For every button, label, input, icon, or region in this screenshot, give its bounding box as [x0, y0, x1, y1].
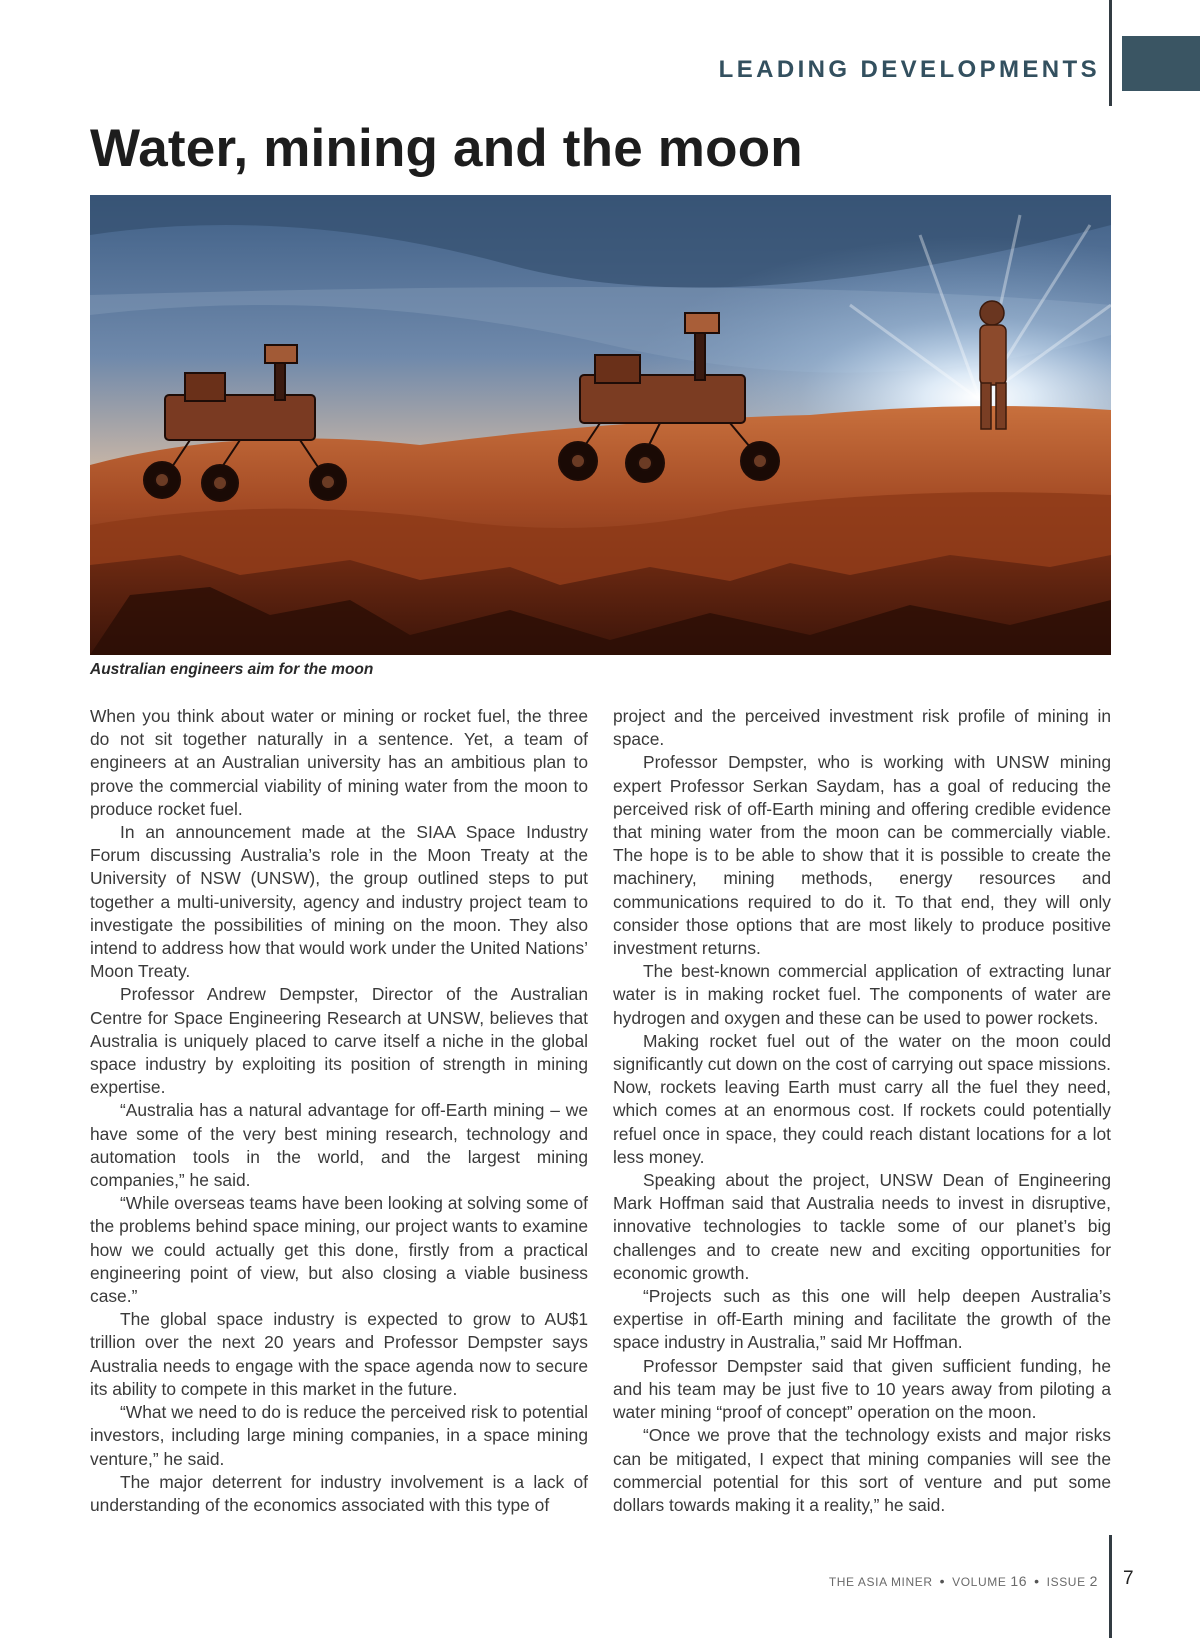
section-label: LEADING DEVELOPMENTS — [718, 56, 1100, 83]
header-vertical-rule — [1109, 0, 1112, 106]
paragraph: In an announcement made at the SIAA Space Industry Forum discussing Australia’s role in the Moon Treaty at the University of NSW (UNSW), the group outlined steps to put together a multi-university, agency and industry project team to investigate the possibilities of mining on the moon. They also intend to address how that would work under the United Nations’ Moon Treaty. — [90, 822, 588, 982]
bullet-separator: • — [1034, 1573, 1040, 1589]
bullet-separator: • — [939, 1573, 946, 1589]
footer-vertical-rule — [1109, 1535, 1112, 1638]
paragraph: Professor Dempster said that given sufficient funding, he and his team may be just five to 10 years away from piloting a water mining “proof of concept” operation on the moon. — [613, 1355, 1111, 1423]
paragraph: “Once we prove that the technology exists and major risks can be mitigated, I expect that mining companies will see the commercial potential for this sort of venture and put some dollars towards making it a reality,” he said. — [613, 1425, 1111, 1515]
page-number: 7 — [1123, 1568, 1134, 1589]
hero-image — [90, 195, 1111, 655]
article-title: Water, mining and the moon — [90, 119, 803, 178]
paragraph: The global space industry is expected to grow to AU$1 trillion over the next 20 years and Professor Dempster says Australia needs to engage with the space agenda now to secure its ability to compete in this market in the future. — [90, 1309, 588, 1399]
rovers-on-mars-illustration — [90, 195, 1111, 655]
paragraph: project and the perceived investment risk profile of mining in space. — [613, 706, 1111, 750]
paragraph: The major deterrent for industry involvement is a lack of understanding of the economics associated with this type of — [90, 1471, 588, 1515]
footer-publication-info — [829, 1573, 1098, 1589]
article-column-right — [613, 705, 1111, 1517]
paragraph: When you think about water or mining or rocket fuel, the three do not sit together naturally in a sentence. Yet, a team of engineers at an Australian university has an ambitious plan to prove the commercial viability of mining water from the moon to produce rocket fuel. — [90, 706, 588, 819]
publication-name: THE ASIA MINER — [828, 1575, 933, 1589]
volume-number: 16 — [1010, 1573, 1028, 1589]
paragraph: Making rocket fuel out of the water on the moon could significantly cut down on the cost of carrying out space missions. Now, rockets leaving Earth must carry all the fuel they need, which comes at an enormous cost. If rockets could potentially refuel once in space, they could reach distant locations for a lot less money. — [613, 1030, 1111, 1167]
paragraph: “While overseas teams have been looking at solving some of the problems behind space mining, our project wants to examine how we could actually get this done, firstly from a practical engineering point of view, but also closing a viable business case.” — [90, 1193, 588, 1307]
article-column-left — [90, 705, 588, 1517]
issue-label: ISSUE — [1046, 1575, 1086, 1589]
paragraph: The best-known commercial application of extracting lunar water is in making rocket fuel. The components of water are hydrogen and oxygen and these can be used to power rockets. — [613, 961, 1111, 1028]
paragraph: “Australia has a natural advantage for off-Earth mining – we have some of the very best mining research, technology and automation tools in the world, and the largest mining companies,” he said. — [90, 1100, 588, 1191]
volume-label: VOLUME — [952, 1575, 1007, 1589]
issue-number: 2 — [1089, 1573, 1098, 1589]
paragraph: Professor Andrew Dempster, Director of the Australian Centre for Space Engineering Research at UNSW, believes that Australia is uniquely placed to carve itself a niche in the global space industry by exploiting its position of strength in mining expertise. — [90, 984, 588, 1098]
image-caption: Australian engineers aim for the moon — [90, 661, 374, 678]
section-tab-marker — [1122, 36, 1200, 91]
paragraph: “Projects such as this one will help deepen Australia’s expertise in off-Earth mining and facilitate the growth of the space industry in Australia,” said Mr Hoffman. — [613, 1286, 1111, 1353]
paragraph: “What we need to do is reduce the perceived risk to potential investors, including large mining companies, in a space mining venture,” he said. — [90, 1402, 588, 1469]
paragraph: Professor Dempster, who is working with UNSW mining expert Professor Serkan Saydam, has a goal of reducing the perceived risk of off-Earth mining and offering credible evidence that mining water from the moon can be commercially viable. The hope is to be able to show that it is possible to create the machinery, mining methods, energy resources and communications required to do it. To that end, they will only consider those options that are most likely to produce positive investment returns. — [613, 752, 1111, 959]
paragraph: Speaking about the project, UNSW Dean of Engineering Mark Hoffman said that Australia needs to invest in disruptive, innovative technologies to tackle some of our planet’s big challenges and to create new and exciting opportunities for economic growth. — [613, 1170, 1111, 1283]
